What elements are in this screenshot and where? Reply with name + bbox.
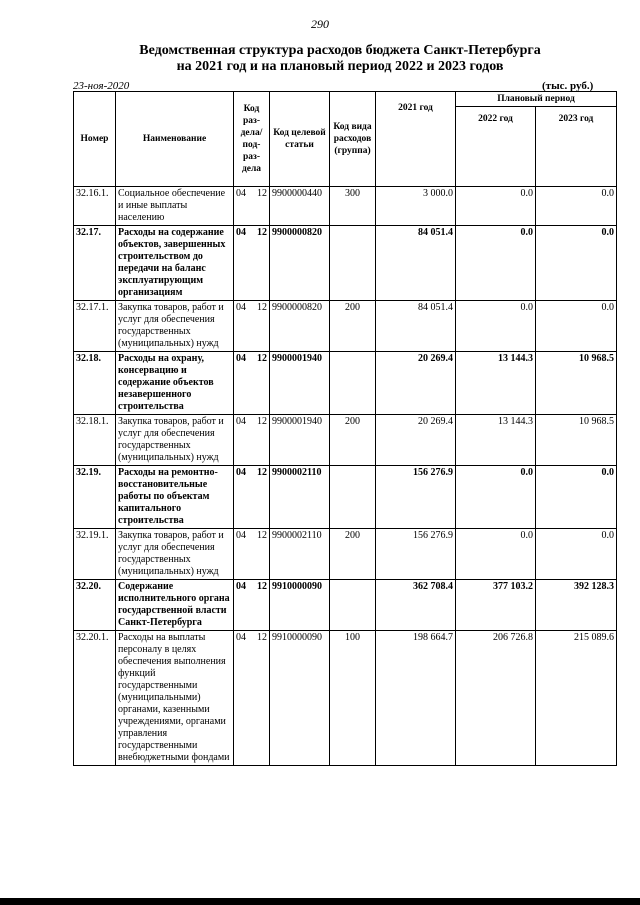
section-code: 04 — [236, 467, 246, 478]
row-value-2023: 10 968.5 — [536, 352, 617, 415]
row-section-code — [234, 580, 270, 631]
header-number: Номер — [74, 92, 116, 187]
row-section-code — [234, 466, 270, 529]
row-number: 32.19.1. — [74, 529, 116, 580]
header-2021: 2021 год — [376, 92, 456, 187]
header-name: Наименование — [116, 92, 234, 187]
row-value-2023: 0.0 — [536, 466, 617, 529]
row-value-2021: 3 000.0 — [376, 187, 456, 226]
row-name: Закупка товаров, работ и услуг для обеспечения государственных (муниципальных) нужд — [116, 529, 234, 580]
table-row — [74, 352, 617, 415]
row-section-code — [234, 226, 270, 301]
title-line-2: на 2021 год и на плановый период 2022 и 2023 годов — [176, 59, 504, 74]
subsection-code: 12 — [257, 353, 267, 364]
row-value-2022: 13 144.3 — [456, 352, 536, 415]
header-2023: 2023 год — [536, 107, 617, 187]
row-target-code: 9900001940 — [270, 352, 330, 415]
row-name: Закупка товаров, работ и услуг для обеспечения государственных (муниципальных) нужд — [116, 415, 234, 466]
row-type-code: 300 — [330, 187, 376, 226]
row-name: Расходы на ремонтно-восстановительные работы по объектам капитального строительства — [116, 466, 234, 529]
table-row — [74, 580, 617, 631]
row-value-2021: 20 269.4 — [376, 352, 456, 415]
row-name: Расходы на охрану, консервацию и содержание объектов незавершенного строительства — [116, 352, 234, 415]
row-type-code: 100 — [330, 631, 376, 766]
subsection-code: 12 — [257, 227, 267, 238]
row-section-code — [234, 187, 270, 226]
section-code: 04 — [236, 188, 246, 199]
row-type-code — [330, 352, 376, 415]
table-body — [74, 187, 617, 766]
title-line-1: Ведомственная структура расходов бюджета Санкт-Петербурга — [139, 43, 541, 58]
row-number: 32.17.1. — [74, 301, 116, 352]
row-value-2023: 0.0 — [536, 301, 617, 352]
table-row — [74, 226, 617, 301]
row-value-2021: 20 269.4 — [376, 415, 456, 466]
row-value-2021: 84 051.4 — [376, 226, 456, 301]
row-name: Закупка товаров, работ и услуг для обеспечения государственных (муниципальных) нужд — [116, 301, 234, 352]
document-date: 23-ноя-2020 — [73, 80, 130, 92]
row-number: 32.18.1. — [74, 415, 116, 466]
subsection-code: 12 — [257, 416, 267, 427]
row-target-code: 9900001940 — [270, 415, 330, 466]
table-row — [74, 415, 617, 466]
scan-edge — [0, 898, 640, 905]
row-type-code: 200 — [330, 301, 376, 352]
subsection-code: 12 — [257, 581, 267, 592]
row-type-code: 200 — [330, 415, 376, 466]
section-code: 04 — [236, 581, 246, 592]
row-number: 32.19. — [74, 466, 116, 529]
row-value-2022: 13 144.3 — [456, 415, 536, 466]
row-value-2022: 0.0 — [456, 466, 536, 529]
row-number: 32.16.1. — [74, 187, 116, 226]
row-type-code — [330, 226, 376, 301]
row-value-2023: 0.0 — [536, 529, 617, 580]
section-code: 04 — [236, 530, 246, 541]
row-value-2022: 0.0 — [456, 301, 536, 352]
row-type-code: 200 — [330, 529, 376, 580]
section-code: 04 — [236, 632, 246, 643]
header-plan-period: Плановый период — [456, 92, 617, 107]
table-row — [74, 301, 617, 352]
row-section-code — [234, 352, 270, 415]
row-value-2021: 156 276.9 — [376, 529, 456, 580]
row-number: 32.17. — [74, 226, 116, 301]
row-value-2021: 84 051.4 — [376, 301, 456, 352]
row-value-2022: 0.0 — [456, 226, 536, 301]
expenditure-table — [73, 91, 617, 766]
row-section-code — [234, 529, 270, 580]
row-value-2023: 215 089.6 — [536, 631, 617, 766]
row-target-code: 9910000090 — [270, 631, 330, 766]
page-number: 290 — [311, 17, 329, 31]
row-type-code — [330, 466, 376, 529]
row-target-code: 9900000820 — [270, 226, 330, 301]
document-title — [60, 43, 620, 75]
table-row — [74, 529, 617, 580]
row-name: Расходы на выплаты персоналу в целях обеспечения выполнения функций государственными (муниципальными) органами, казенными учреждениями, органами управления государственными внебюджетными фондами — [116, 631, 234, 766]
row-value-2023: 10 968.5 — [536, 415, 617, 466]
header-target-code: Код целевой статьи — [270, 92, 330, 187]
row-value-2022: 206 726.8 — [456, 631, 536, 766]
row-target-code: 9910000090 — [270, 580, 330, 631]
section-code: 04 — [236, 353, 246, 364]
table-row — [74, 466, 617, 529]
row-target-code: 9900002110 — [270, 466, 330, 529]
row-number: 32.18. — [74, 352, 116, 415]
row-value-2021: 362 708.4 — [376, 580, 456, 631]
row-target-code: 9900000820 — [270, 301, 330, 352]
row-section-code — [234, 631, 270, 766]
row-name: Социальное обеспечение и иные выплаты населению — [116, 187, 234, 226]
row-value-2021: 156 276.9 — [376, 466, 456, 529]
row-value-2022: 377 103.2 — [456, 580, 536, 631]
row-section-code — [234, 415, 270, 466]
row-value-2022: 0.0 — [456, 529, 536, 580]
row-value-2023: 392 128.3 — [536, 580, 617, 631]
subsection-code: 12 — [257, 467, 267, 478]
section-code: 04 — [236, 302, 246, 313]
subsection-code: 12 — [257, 530, 267, 541]
row-type-code — [330, 580, 376, 631]
subsection-code: 12 — [257, 632, 267, 643]
section-code: 04 — [236, 227, 246, 238]
row-name: Содержание исполнительного органа государственной власти Санкт-Петербурга — [116, 580, 234, 631]
row-target-code: 9900002110 — [270, 529, 330, 580]
row-name: Расходы на содержание объектов, завершенных строительством до передачи на баланс эксплуатирующим организациям — [116, 226, 234, 301]
header-section-code: Код раз-дела/ под-раз-дела — [234, 92, 270, 187]
row-number: 32.20.1. — [74, 631, 116, 766]
table-row — [74, 631, 617, 766]
units-label: (тыс. руб.) — [542, 80, 594, 92]
subsection-code: 12 — [257, 302, 267, 313]
header-type-code: Код вида расходов (группа) — [330, 92, 376, 187]
row-target-code: 9900000440 — [270, 187, 330, 226]
header-2022: 2022 год — [456, 107, 536, 187]
row-value-2023: 0.0 — [536, 226, 617, 301]
section-code: 04 — [236, 416, 246, 427]
subsection-code: 12 — [257, 188, 267, 199]
row-value-2021: 198 664.7 — [376, 631, 456, 766]
row-value-2023: 0.0 — [536, 187, 617, 226]
row-number: 32.20. — [74, 580, 116, 631]
row-section-code — [234, 301, 270, 352]
table-row — [74, 187, 617, 226]
row-value-2022: 0.0 — [456, 187, 536, 226]
